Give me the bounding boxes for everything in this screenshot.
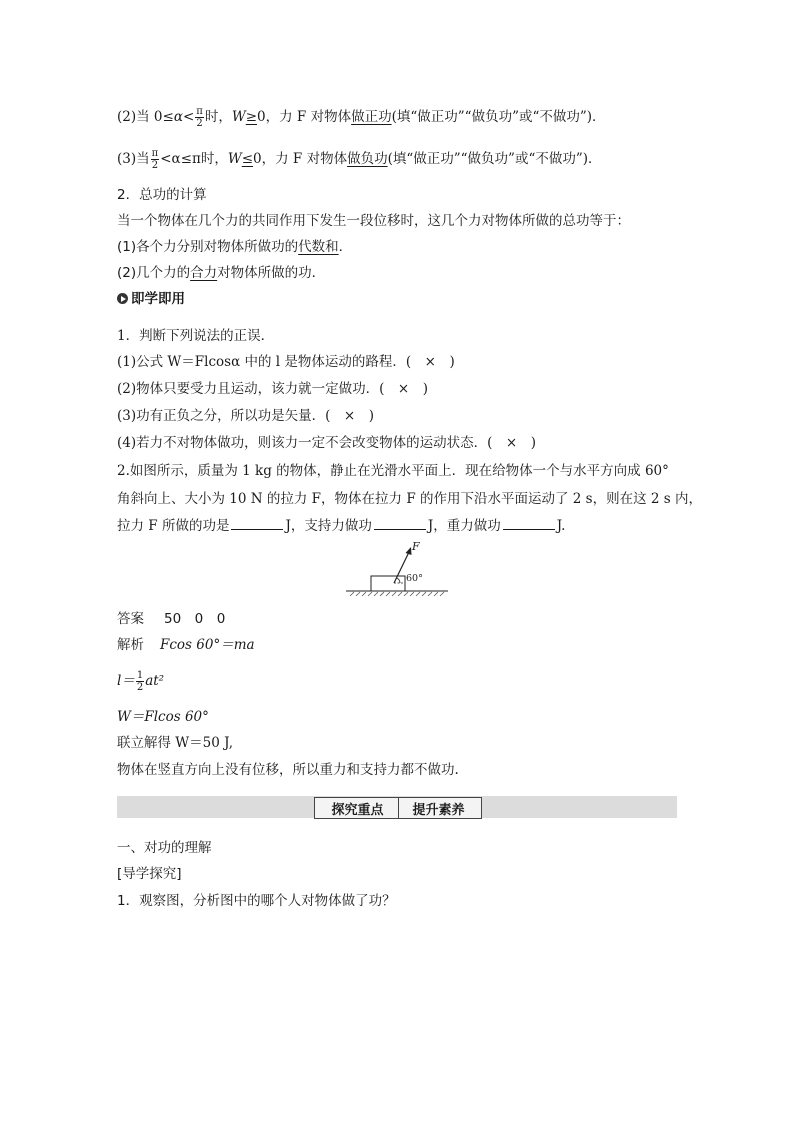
- text: α≤π时，: [171, 151, 228, 167]
- text: 时，: [204, 109, 232, 125]
- total-work-item-1: [117, 238, 352, 256]
- denominator: 2: [151, 160, 159, 171]
- text: 拉力 F 所做的功是: [117, 518, 230, 534]
- question-2-line-2: 角斜向上、大小为 10 N 的拉力 F，物体在拉力 F 的作用下沿水平面运动了 2 s，则在这 2 s 内，: [117, 491, 702, 507]
- angle-label: 60°: [406, 573, 423, 584]
- answer-blank: 合力: [190, 265, 218, 281]
- text: (2)当 0≤: [117, 109, 174, 125]
- answer-values: 50 0 0: [164, 611, 226, 627]
- text: α: [173, 109, 183, 125]
- section-heading-total-work: 2．总功的计算: [117, 187, 207, 203]
- equation-line-3: W＝Flcos 60°: [117, 709, 209, 725]
- text: 0，力 F 对物体: [257, 109, 352, 125]
- text: J，重力做功: [427, 518, 501, 534]
- banner-divider: [398, 798, 399, 818]
- numerator: 1: [136, 670, 144, 681]
- answer-label: 答案: [117, 611, 144, 627]
- banner-right: 提升素养: [412, 802, 465, 818]
- conclusion-line: 物体在竖直方向上没有位移，所以重力和支持力都不做功.: [117, 762, 459, 778]
- condition-line-3: [117, 148, 602, 171]
- force-label: F: [412, 540, 420, 553]
- equation-line-4: 联立解得 W＝50 J,: [117, 735, 234, 751]
- equation: Fcos 60°＝ma: [160, 637, 255, 653]
- text: W: [231, 109, 246, 125]
- text: W: [227, 151, 242, 167]
- force-diagram: [340, 538, 452, 602]
- text: 对物体所做的功．: [217, 265, 326, 281]
- banner-left: 探究重点: [331, 802, 384, 818]
- statement-4: (4)若力不对物体做功，则该力一定不会改变物体的运动状态．( × ): [117, 435, 536, 451]
- text: (填“做正功”“做负功”或“不做功”)．: [387, 151, 602, 167]
- total-work-intro: 当一个物体在几个力的共同作用下发生一段位移时，这几个力对物体所做的总功等于：: [117, 213, 630, 229]
- fraction-pi-over-2: [195, 106, 204, 129]
- text: J.: [556, 518, 566, 534]
- fill-blank: [231, 517, 283, 530]
- text: <: [182, 109, 195, 125]
- statement-1: (1)公式 W＝Flcosα 中的 l 是物体运动的路程．( × ): [117, 354, 455, 370]
- denominator: 2: [196, 118, 203, 129]
- text: (2)几个力的: [117, 265, 191, 281]
- play-marker-icon: [117, 293, 128, 304]
- numerator: π: [196, 106, 203, 117]
- section-tag: [导学探究]: [117, 866, 182, 882]
- answer-blank: ≥: [245, 109, 258, 125]
- text: l＝: [117, 673, 135, 689]
- fill-blank: [374, 517, 426, 530]
- answer-blank: 代数和: [298, 239, 339, 255]
- practice-heading: [117, 290, 185, 308]
- section-heading: 一、对功的理解: [117, 840, 212, 856]
- total-work-item-2: [117, 264, 325, 282]
- denominator: 2: [136, 682, 144, 693]
- text: J，支持力做功: [285, 518, 372, 534]
- analysis-line: [117, 636, 255, 654]
- answer-blank: 做正功: [351, 109, 392, 125]
- practice-title: 即学即用: [131, 291, 185, 307]
- section-question: 1．观察图，分析图中的哪个人对物体做了功？: [117, 893, 396, 909]
- text: ．: [338, 239, 353, 255]
- statement-2: (2)物体只要受力且运动，该力就一定做功．( × ): [117, 381, 428, 397]
- question-2-line-1: 2.如图所示，质量为 1 kg 的物体，静止在光滑水平面上．现在给物体一个与水平方向成 60°: [117, 463, 669, 479]
- analysis-label: 解析: [117, 637, 144, 653]
- text: (1)各个力分别对物体所做功的: [117, 239, 299, 255]
- condition-line-2: [117, 106, 606, 129]
- answer-blank: 做负功: [347, 151, 388, 167]
- equation-line-2: [117, 670, 164, 693]
- text: 0，力 F 对物体: [253, 151, 348, 167]
- fraction-one-half: [136, 670, 144, 693]
- text: <: [160, 151, 172, 167]
- answer-line: [117, 610, 225, 628]
- statement-3: (3)功有正负之分，所以功是矢量．( × ): [117, 408, 374, 424]
- section-banner-title: [314, 797, 482, 819]
- question-2-line-3: [117, 517, 565, 535]
- answer-blank: ≤: [241, 151, 254, 167]
- numerator: π: [151, 148, 159, 159]
- fill-blank: [503, 517, 555, 530]
- text: (填“做正功”“做负功”或“不做功”)．: [391, 109, 606, 125]
- text: (3)当: [117, 151, 150, 167]
- text: at²: [145, 673, 165, 689]
- question-1: 1．判断下列说法的正误．: [117, 328, 275, 344]
- fraction-pi-over-2: [151, 148, 160, 171]
